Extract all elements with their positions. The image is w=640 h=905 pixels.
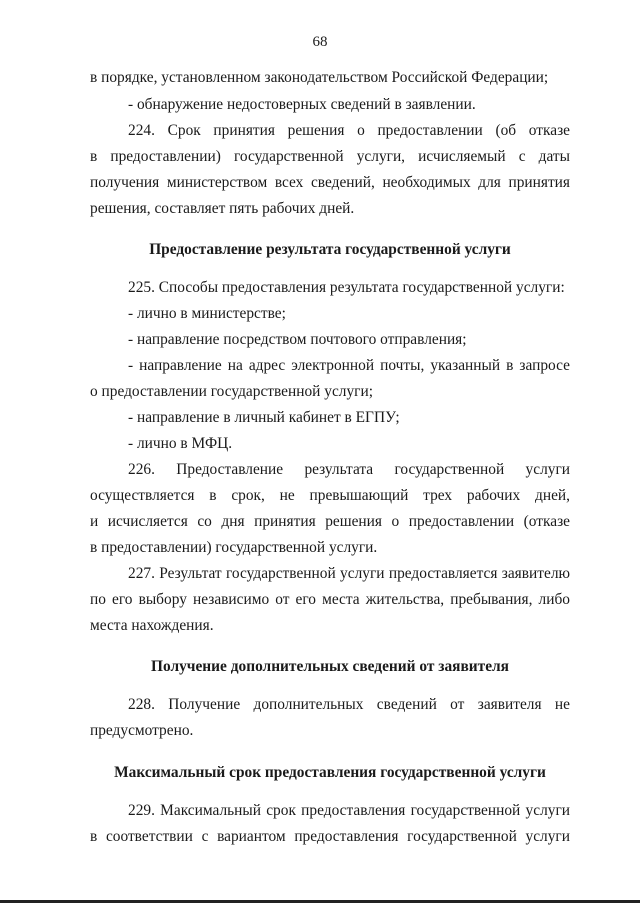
paragraph-line: места нахождения. — [90, 617, 214, 634]
paragraph-line: предусмотрено. — [90, 722, 194, 739]
section-heading: Получение дополнительных сведений от заявителя — [151, 658, 509, 675]
paragraph-line: 227. Результат государственной услуги предоставляется заявителю — [128, 565, 570, 582]
paragraph-line: о предоставлении государственной услуги; — [90, 383, 373, 400]
paragraph-line: в предоставлении) государственной услуги, исчисляемый с даты — [90, 148, 570, 165]
paragraph-line: 226. Предоставление результата государственной услуги — [128, 461, 570, 478]
list-item: - направление на адрес электронной почты, указанный в запросе — [128, 357, 570, 374]
list-item: - направление в личный кабинет в ЕГПУ; — [128, 409, 400, 426]
paragraph-line: в соответствии с вариантом предоставления государственной услуги — [90, 828, 570, 845]
paragraph-line: 224. Срок принятия решения о предоставлении (об отказе — [128, 122, 570, 139]
paragraph-line: по его выбору независимо от его места жительства, пребывания, либо — [90, 591, 570, 608]
paragraph-line: 225. Способы предоставления результата государственной услуги: — [128, 279, 565, 296]
paragraph-line: в порядке, установленном законодательством Российской Федерации; — [90, 69, 549, 86]
paragraph-line: осуществляется в срок, не превышающий трех рабочих дней, — [90, 487, 570, 504]
page-number: 68 — [312, 34, 328, 50]
list-item: - лично в МФЦ. — [128, 435, 233, 452]
paragraph-line: и исчисляется со дня принятия решения о предоставлении (отказе — [90, 513, 570, 530]
list-item: - обнаружение недостоверных сведений в заявлении. — [128, 96, 476, 113]
list-item: - лично в министерстве; — [128, 305, 286, 322]
list-item: - направление посредством почтового отправления; — [128, 331, 467, 348]
page-bottom-rule — [0, 900, 640, 903]
paragraph-line: получения министерством всех сведений, необходимых для принятия — [90, 174, 570, 191]
section-heading: Предоставление результата государственной услуги — [149, 241, 511, 258]
section-heading: Максимальный срок предоставления государственной услуги — [114, 764, 546, 781]
paragraph-line: 228. Получение дополнительных сведений от заявителя не — [128, 696, 570, 713]
paragraph-line: решения, составляет пять рабочих дней. — [90, 200, 355, 217]
paragraph-line: в предоставлении) государственной услуги. — [90, 539, 378, 556]
paragraph-line: 229. Максимальный срок предоставления государственной услуги — [128, 802, 570, 819]
